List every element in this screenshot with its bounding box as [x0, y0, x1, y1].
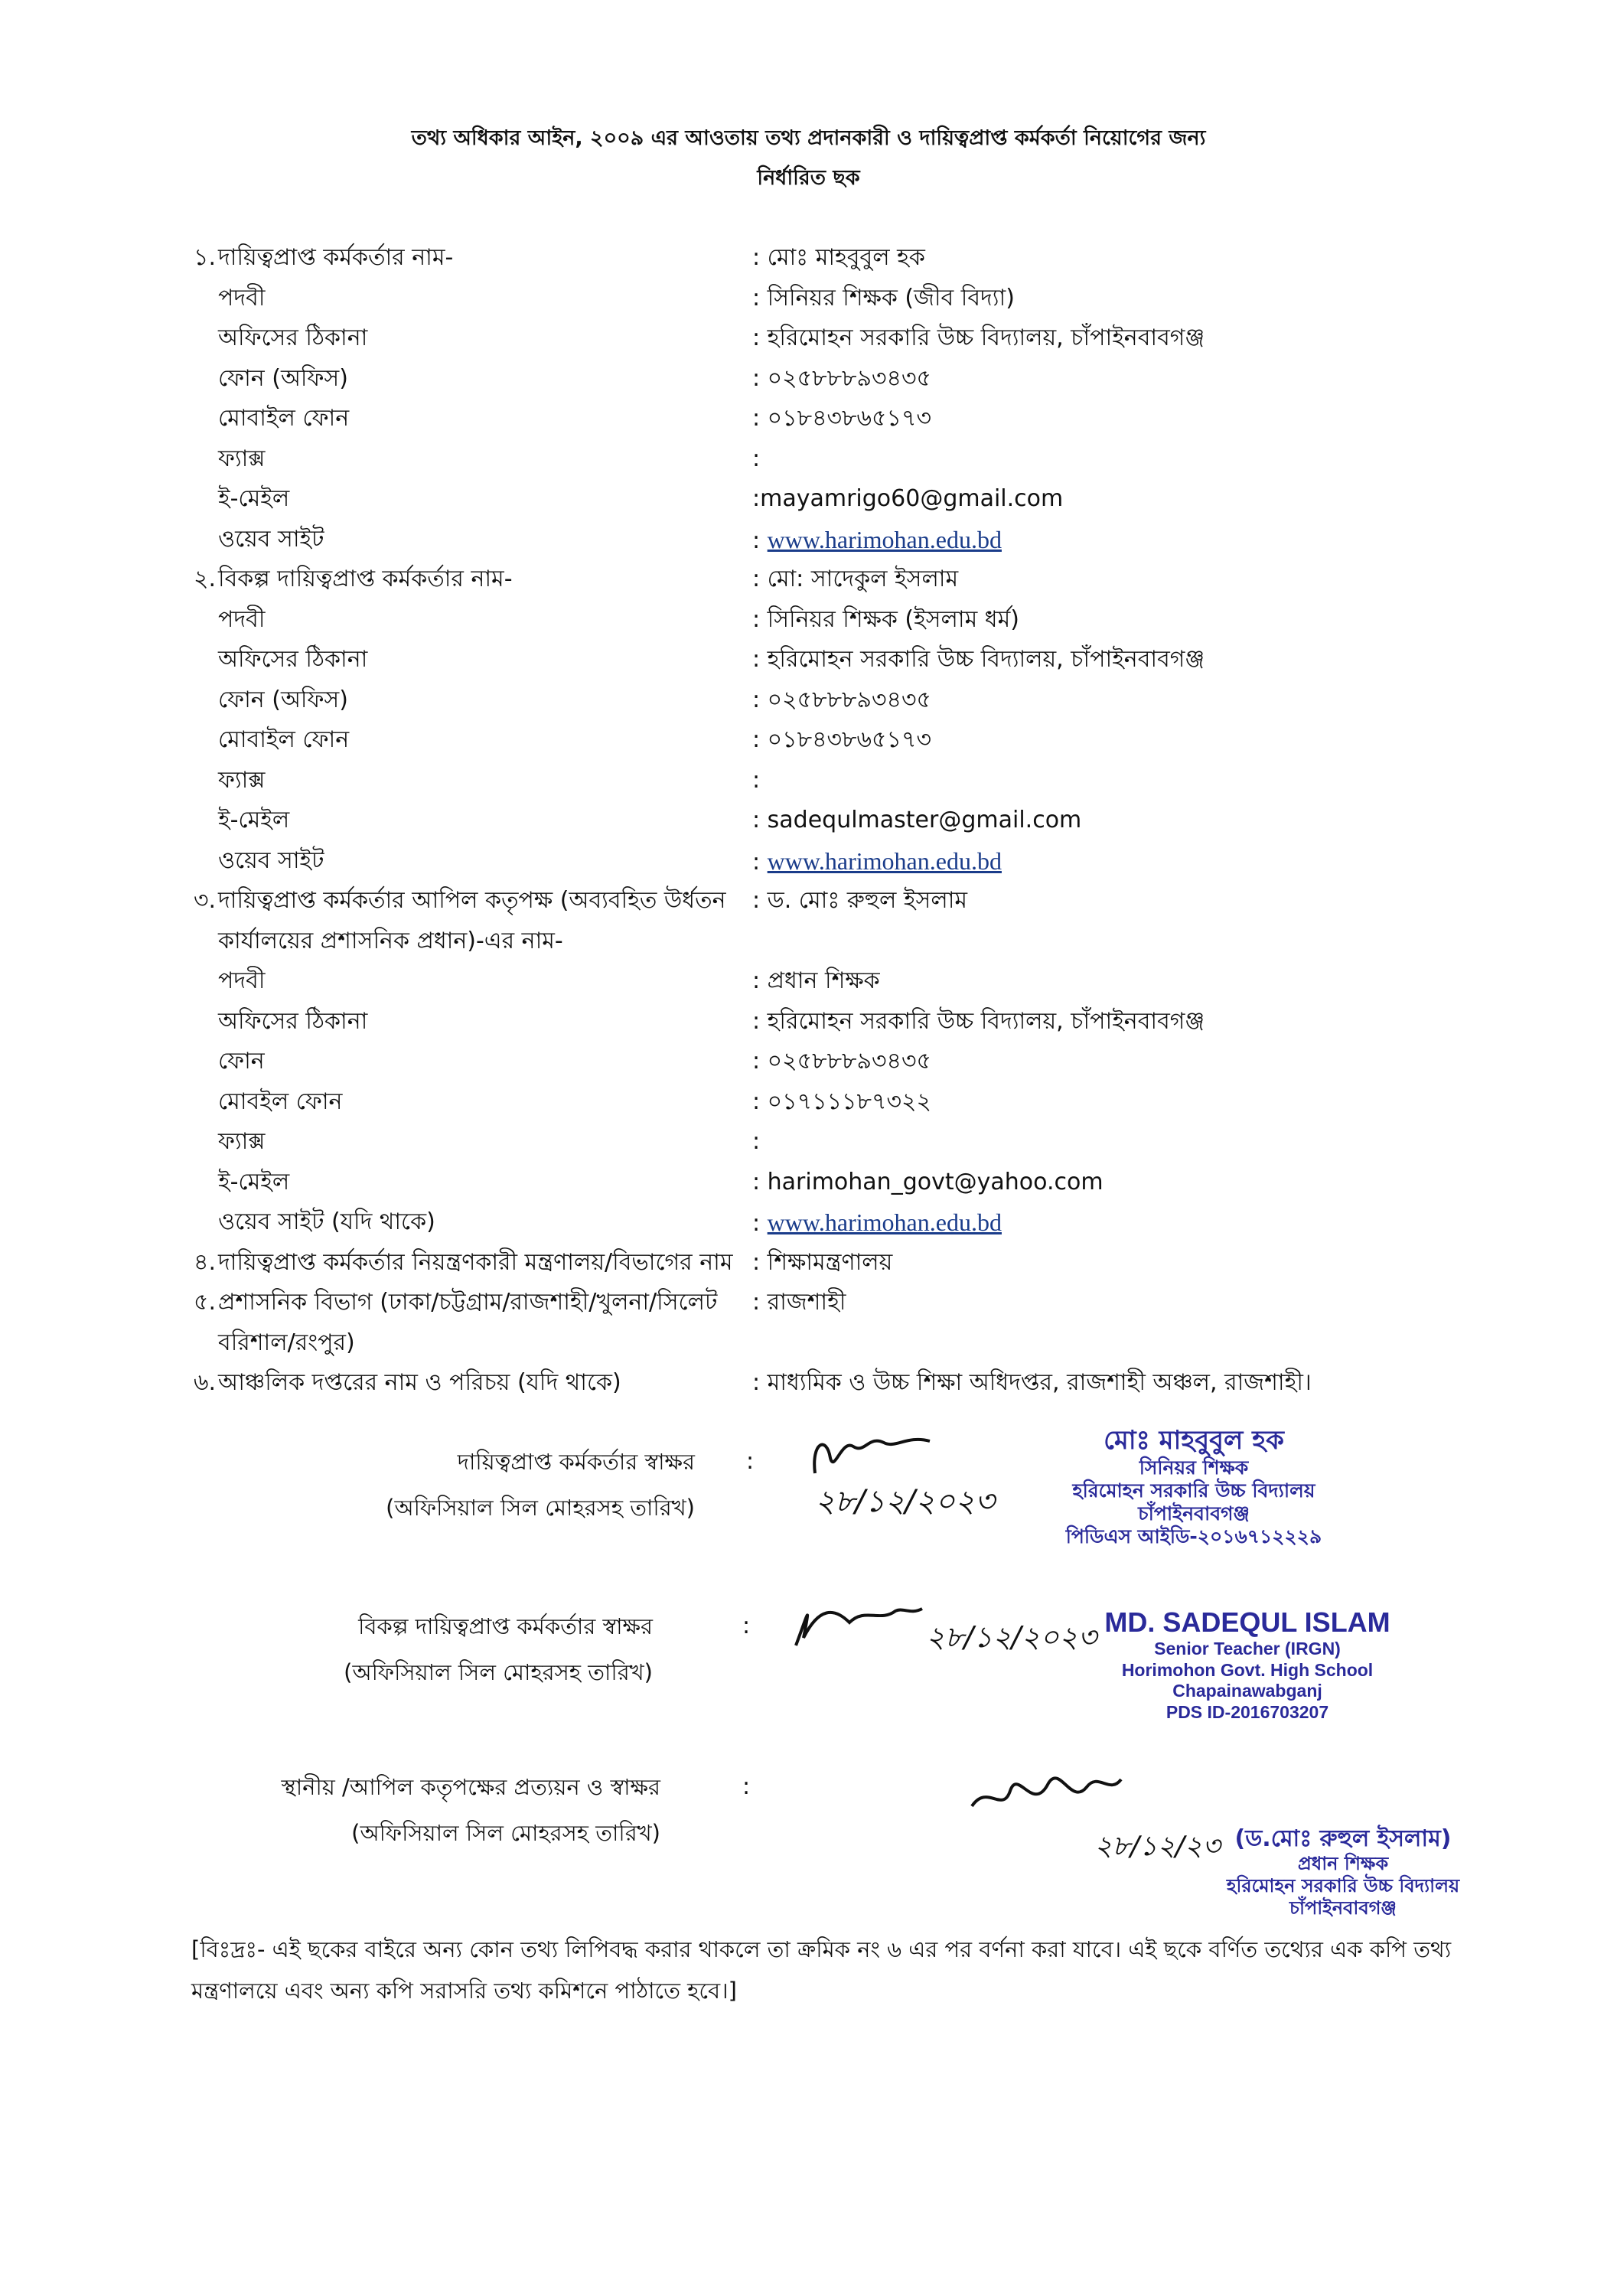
form-row [0, 520, 1617, 559]
form-row [0, 1003, 1617, 1041]
row-value [752, 1163, 1104, 1202]
row-value [752, 279, 1015, 318]
row-value [752, 1123, 760, 1161]
row-value-text: : হরিমোহন সরকারি উচ্চ বিদ্যালয়, চাঁপাইনবাবগঞ্জ [752, 325, 1205, 351]
row-value [752, 400, 931, 438]
form-row [0, 400, 1617, 438]
seal-label-1: (অফিসিয়াল সিল মোহরসহ তারিখ) [386, 1495, 695, 1521]
form-row [0, 279, 1617, 318]
row-value-text: : ০১৭১১১৮৭৩২২ [752, 1088, 932, 1115]
row-value [752, 762, 760, 800]
row-label: ই-মেইল [218, 1168, 290, 1195]
form-row [0, 1324, 1617, 1362]
row-value [752, 440, 760, 478]
row-value [752, 1203, 1002, 1243]
row-value-text: : ০২৫৮৮৮৯৩৪৩৫ [752, 686, 931, 713]
row-value [752, 882, 967, 920]
row-label: ওয়েব সাইট [218, 846, 324, 874]
row-value-text: : [752, 848, 768, 876]
row-value [752, 681, 931, 719]
row-value-text: : harimohan_govt@yahoo.com [752, 1168, 1104, 1195]
seal-label-2: (অফিসিয়াল সিল মোহরসহ তারিখ) [344, 1659, 653, 1685]
row-value-text: : [752, 445, 761, 472]
row-label: পদবী [218, 605, 266, 633]
form-row [0, 480, 1617, 518]
row-value-text: : [752, 1128, 761, 1155]
row-value-text: : মাধ্যমিক ও উচ্চ শিক্ষা অধিদপ্তর, রাজশাহী অঞ্চল, রাজশাহী। [752, 1369, 1312, 1396]
form-row [0, 239, 1617, 277]
row-number: ৩. [194, 887, 217, 914]
row-number: ৪. [194, 1248, 217, 1276]
row-label: পদবী [218, 284, 266, 311]
form-row [0, 801, 1617, 840]
form-row [0, 1042, 1617, 1081]
row-label: ফ্যাক্স [218, 445, 266, 472]
row-number: ৫. [194, 1289, 217, 1316]
row-label: ফোন (অফিস) [218, 364, 348, 392]
signature-3-scribble [964, 1753, 1125, 1829]
form-row [0, 1203, 1617, 1241]
row-value-text: : sadequlmaster@gmail.com [752, 807, 1082, 833]
row-value-text: : [752, 766, 761, 794]
row-value-text: : মো: সাদেকুল ইসলাম [752, 566, 959, 592]
row-value [752, 1083, 931, 1121]
form-row [0, 601, 1617, 639]
form-row [0, 360, 1617, 398]
signature-colon-3: : [742, 1773, 751, 1800]
row-value-text: : ড. মোঃ রুহুল ইসলাম [752, 887, 968, 914]
row-label: বিকল্প দায়িত্বপ্রাপ্ত কর্মকর্তার নাম- [218, 566, 513, 592]
row-value-text: : সিনিয়র শিক্ষক (ইসলাম ধর্ম) [752, 605, 1019, 633]
row-value-text: : ০২৫৮৮৮৯৩৪৩৫ [752, 1048, 931, 1075]
signature-1-date: ২৮/১২/২০২৩ [815, 1484, 995, 1519]
row-label: ই-মেইল [218, 807, 290, 833]
row-label: ই-মেইল [218, 485, 290, 512]
row-number: ১. [194, 244, 217, 271]
row-label: পদবী [218, 967, 266, 994]
form-row [0, 962, 1617, 1000]
form-row [0, 1163, 1617, 1202]
row-label: ওয়েব সাইট (যদি থাকে) [218, 1208, 435, 1235]
website-link[interactable]: www.harimohan.edu.bd [767, 846, 1002, 875]
row-value-text: : ০১৮৪৩৮৬৫১৭৩ [752, 726, 931, 753]
row-value-text: : রাজশাহী [752, 1289, 846, 1316]
row-value-text: : শিক্ষামন্ত্রণালয় [752, 1248, 893, 1276]
form-row [0, 560, 1617, 598]
row-value [752, 801, 1081, 840]
row-value-text: :mayamrigo60@gmail.com [752, 485, 1064, 512]
row-value-text: : হরিমোহন সরকারি উচ্চ বিদ্যালয়, চাঁপাইনবাবগঞ্জ [752, 646, 1205, 673]
signature-2-scribble [788, 1592, 926, 1653]
form-subheading: নির্ধারিত ছক [757, 166, 860, 190]
signature-label-1: দায়িত্বপ্রাপ্ত কর্মকর্তার স্বাক্ষর [457, 1449, 695, 1475]
signature-colon-2: : [742, 1613, 751, 1639]
form-heading: তথ্য অধিকার আইন, ২০০৯ এর আওতায় তথ্য প্রদানকারী ও দায়িত্বপ্রাপ্ত কর্মকর্তা নিয়োগের জন্য [411, 126, 1206, 150]
row-value [752, 520, 1002, 560]
row-value-text: : মোঃ মাহবুবুল হক [752, 244, 925, 271]
row-label: দায়িত্বপ্রাপ্ত কর্মকর্তার নাম- [218, 244, 454, 271]
row-label: ফ্যাক্স [218, 1128, 266, 1155]
row-value-text: : হরিমোহন সরকারি উচ্চ বিদ্যালয়, চাঁপাইনবাবগঞ্জ [752, 1007, 1205, 1035]
row-label: ফোন [218, 1048, 265, 1075]
row-label: ওয়েব সাইট [218, 525, 324, 553]
row-label: কার্যালয়ের প্রশাসনিক প্রধান)-এর নাম- [218, 927, 563, 954]
row-value [752, 1244, 892, 1282]
row-value [752, 480, 1063, 518]
row-number: ৬. [194, 1369, 217, 1396]
row-value [752, 962, 880, 1000]
row-value [752, 601, 1019, 639]
row-value [752, 1364, 1312, 1402]
row-label: দায়িত্বপ্রাপ্ত কর্মকর্তার নিয়ন্ত্রণকারী মন্ত্রণালয়/বিভাগের নাম [218, 1248, 733, 1276]
row-value [752, 641, 1205, 679]
seal-label-3: (অফিসিয়াল সিল মোহরসহ তারিখ) [351, 1820, 660, 1846]
row-value [752, 1042, 931, 1081]
form-row [0, 681, 1617, 719]
form-row [0, 882, 1617, 920]
form-row [0, 1244, 1617, 1282]
row-label: প্রশাসনিক বিভাগ (ঢাকা/চট্টগ্রাম/রাজশাহী/খুলনা/সিলেট [218, 1289, 718, 1316]
form-row [0, 762, 1617, 800]
signature-colon-1: : [746, 1448, 755, 1475]
row-label: মোবাইল ফোন [218, 405, 350, 432]
row-label: ফোন (অফিস) [218, 686, 348, 713]
form-row [0, 842, 1617, 880]
row-label: দায়িত্বপ্রাপ্ত কর্মকর্তার আপিল কতৃপক্ষ (অব্যবহিত উর্ধতন [218, 887, 726, 914]
stamp-2: MD. SADEQUL ISLAM Senior Teacher (IRGN) Horimohon Govt. High School Chapainawabganj PDS ID-2016703207 [1104, 1606, 1390, 1722]
row-value [752, 360, 931, 398]
form-row [0, 641, 1617, 679]
row-value-text: : [752, 527, 768, 554]
row-number: ২. [194, 566, 217, 592]
row-value-text: : সিনিয়র শিক্ষক (জীব বিদ্যা) [752, 284, 1015, 311]
website-link[interactable]: www.harimohan.edu.bd [767, 525, 1002, 553]
row-label: অফিসের ঠিকানা [218, 1007, 368, 1035]
row-label: অফিসের ঠিকানা [218, 646, 368, 673]
row-value [752, 319, 1205, 357]
form-row [0, 440, 1617, 478]
row-value [752, 560, 958, 598]
row-value [752, 239, 925, 277]
row-label: মোবাইল ফোন [218, 726, 350, 753]
row-value-text: : [752, 1210, 768, 1237]
form-row [0, 319, 1617, 357]
row-value-text: : ০১৮৪৩৮৬৫১৭৩ [752, 405, 931, 432]
stamp-3: (ড.মোঃ রুহুল ইসলাম) প্রধান শিক্ষক হরিমোহন সরকারি উচ্চ বিদ্যালয় চাঁপাইনবাবগঞ্জ [1226, 1825, 1460, 1919]
footnote: [বিঃদ্রঃ- এই ছকের বাইরে অন্য কোন তথ্য লিপিবদ্ধ করার থাকলে তা ক্রমিক নং ৬ এর পর বর্ণনা করা যাবে। এই ছকে বর্ণিত তথ্যের এক কপি তথ্য মন্ত্রণালয়ে এবং অন্য কপি সরাসরি তথ্য কমিশনে পাঠাতে হবে।] [191, 1936, 1452, 2004]
row-label: মোবইল ফোন [218, 1088, 343, 1115]
form-row [0, 1283, 1617, 1322]
form-row [0, 1123, 1617, 1161]
row-label: বরিশাল/রংপুর) [218, 1329, 355, 1356]
form-row [0, 1083, 1617, 1121]
form-row [0, 922, 1617, 960]
row-label: অফিসের ঠিকানা [218, 325, 368, 351]
signature-label-2: বিকল্প দায়িত্বপ্রাপ্ত কর্মকর্তার স্বাক্ষর [358, 1613, 653, 1639]
row-label: ফ্যাক্স [218, 766, 266, 794]
stamp-1: মোঃ মাহবুবুল হক সিনিয়র শিক্ষক হরিমোহন সরকারি উচ্চ বিদ্যালয় চাঁপাইনবাবগঞ্জ পিডিএস আইডি-২০১৬৭১২২২৯ [1065, 1425, 1322, 1548]
row-value [752, 842, 1002, 882]
form-row [0, 1364, 1617, 1402]
row-label: আঞ্চলিক দপ্তরের নাম ও পরিচয় (যদি থাকে) [218, 1369, 621, 1396]
form-row [0, 721, 1617, 759]
row-value [752, 1003, 1205, 1041]
signature-3-date: ২৮/১২/২৩ [1094, 1831, 1221, 1862]
website-link[interactable]: www.harimohan.edu.bd [767, 1208, 1002, 1236]
row-value-text: : ০২৫৮৮৮৯৩৪৩৫ [752, 364, 931, 392]
signature-label-3: স্থানীয় /আপিল কতৃপক্ষের প্রত্যয়ন ও স্বাক্ষর [281, 1774, 660, 1800]
signature-2-date: ২৮/১২/২০২৩ [926, 1620, 1097, 1654]
row-value-text: : প্রধান শিক্ষক [752, 967, 880, 994]
row-value [752, 721, 931, 759]
row-value [752, 1283, 846, 1322]
